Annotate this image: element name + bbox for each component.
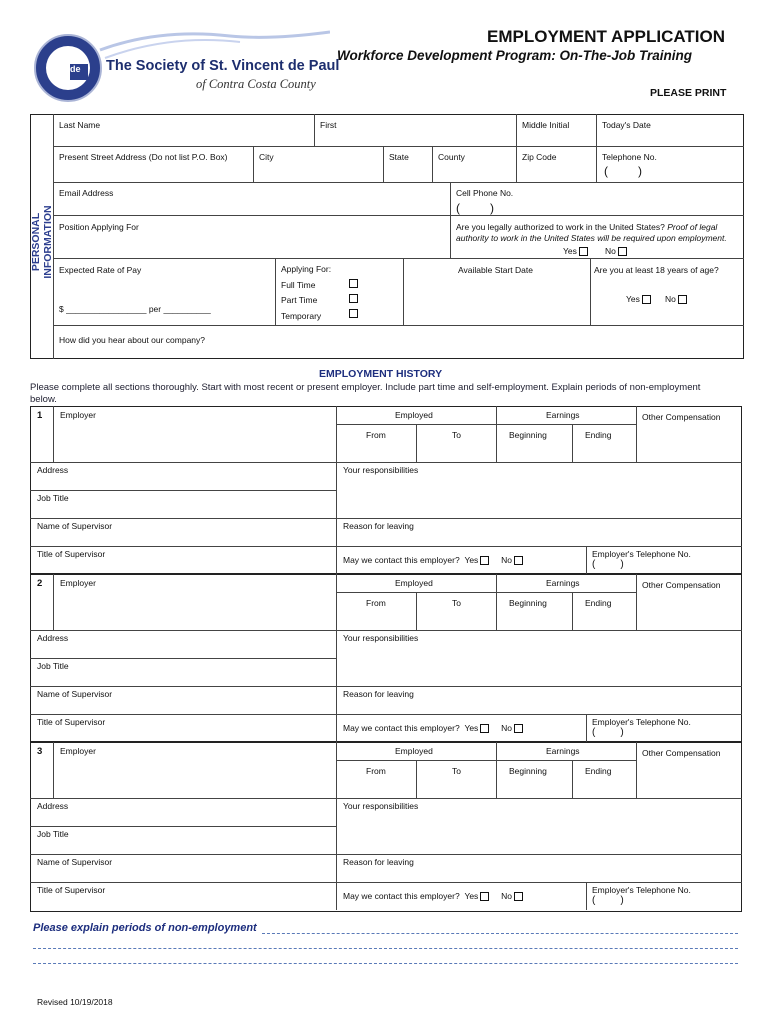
page-subtitle: Workforce Development Program: On-The-Job Training <box>337 48 693 63</box>
employer-phone-paren: ( ) <box>592 895 624 906</box>
earnings-label: Earnings <box>546 746 580 756</box>
block-number: 3 <box>37 746 43 757</box>
last-name-label: Last Name <box>59 120 101 130</box>
street-label: Present Street Address (Do not list P.O. Box) <box>59 152 228 162</box>
page-title: EMPLOYMENT APPLICATION <box>487 27 725 46</box>
authorized-yes-checkbox[interactable] <box>579 247 588 256</box>
age-yes <box>626 294 651 304</box>
employer-phone-label: Employer's Telephone No. <box>592 549 691 559</box>
contact-text: May we contact this employer? <box>343 723 460 733</box>
history-intro: Please complete all sections thoroughly. Start with most recent or present employer. Include part time and self-employment. Explain periods of non-employment below. <box>30 382 701 405</box>
yes-label: Yes <box>464 723 479 733</box>
from-label: From <box>366 766 386 776</box>
temporary-checkbox[interactable] <box>349 309 358 318</box>
zip-label: Zip Code <box>522 152 557 162</box>
age-no <box>665 294 687 304</box>
part-time-label: Part Time <box>281 295 318 305</box>
age-no-checkbox[interactable] <box>678 295 687 304</box>
to-label: To <box>452 430 461 440</box>
job-title-label: Job Title <box>37 661 69 671</box>
employed-label: Employed <box>395 578 433 588</box>
supervisor-label: Name of Supervisor <box>37 857 113 867</box>
address-label: Address <box>37 633 69 643</box>
age-yes-checkbox[interactable] <box>642 295 651 304</box>
title-supervisor-label: Title of Supervisor <box>37 549 106 559</box>
to-label: To <box>452 598 461 608</box>
beginning-label: Beginning <box>509 766 547 776</box>
reason-label: Reason for leaving <box>343 857 414 867</box>
employer-label: Employer <box>60 746 96 756</box>
yes-label: Yes <box>563 246 577 256</box>
non-employment-label <box>33 922 257 934</box>
earnings-label: Earnings <box>546 410 580 420</box>
job-title-label: Job Title <box>37 829 69 839</box>
employed-label: Employed <box>395 410 433 420</box>
contact-question <box>343 723 523 733</box>
personal-info-label: PERSONAL INFORMATION <box>30 205 54 279</box>
applying-for-label: Applying For: <box>281 264 332 274</box>
yes-label: Yes <box>464 891 479 901</box>
rate-label: Expected Rate of Pay <box>59 265 142 275</box>
position-label: Position Applying For <box>59 222 139 232</box>
please-print: PLEASE PRINT <box>650 87 727 99</box>
no-label: No <box>605 246 616 256</box>
non-employment-line-1[interactable] <box>262 933 738 934</box>
no-label: No <box>501 891 512 901</box>
revised-date: Revised 10/19/2018 <box>37 997 113 1007</box>
reason-label: Reason for leaving <box>343 521 414 531</box>
contact-yes-checkbox[interactable] <box>480 892 489 901</box>
supervisor-label: Name of Supervisor <box>37 689 113 699</box>
logo-badge: de <box>70 64 81 74</box>
non-employment-text: Please explain periods of non-employment <box>33 922 257 934</box>
authorized-note: Proof of legal authority to work in the United States will be required upon employment. <box>456 222 727 243</box>
responsibilities-label: Your responsibilities <box>343 465 419 475</box>
title-supervisor-label: Title of Supervisor <box>37 885 106 895</box>
employer-phone-label: Employer's Telephone No. <box>592 717 691 727</box>
non-employment-line-2[interactable] <box>33 948 738 949</box>
responsibilities-label: Your responsibilities <box>343 633 419 643</box>
contact-no-checkbox[interactable] <box>514 724 523 733</box>
address-label: Address <box>37 801 69 811</box>
ending-label: Ending <box>585 766 612 776</box>
contact-text: May we contact this employer? <box>343 891 460 901</box>
authorized-question <box>456 222 742 244</box>
contact-yes-checkbox[interactable] <box>480 556 489 565</box>
hear-label: How did you hear about our company? <box>59 335 206 345</box>
no-label: No <box>501 555 512 565</box>
employer-phone-paren: ( ) <box>592 727 624 738</box>
block-number: 1 <box>37 410 43 421</box>
contact-no-checkbox[interactable] <box>514 892 523 901</box>
to-label: To <box>452 766 461 776</box>
cell-label: Cell Phone No. <box>456 188 514 198</box>
from-label: From <box>366 598 386 608</box>
employer-label: Employer <box>60 410 96 420</box>
beginning-label: Beginning <box>509 598 547 608</box>
authorized-yes <box>563 246 588 256</box>
address-label: Address <box>37 465 69 475</box>
employer-phone-paren: ( ) <box>592 559 624 570</box>
full-time-checkbox[interactable] <box>349 279 358 288</box>
part-time-checkbox[interactable] <box>349 294 358 303</box>
employer-phone-label: Employer's Telephone No. <box>592 885 691 895</box>
yes-label: Yes <box>464 555 479 565</box>
contact-yes-checkbox[interactable] <box>480 724 489 733</box>
authorized-no-checkbox[interactable] <box>618 247 627 256</box>
other-comp-label: Other Compensation <box>642 412 721 422</box>
beginning-label: Beginning <box>509 430 547 440</box>
authorized-text: Are you legally authorized to work in the United States? <box>456 222 665 232</box>
no-label: No <box>665 294 676 304</box>
full-time-label: Full Time <box>281 280 316 290</box>
age-label: Are you at least 18 years of age? <box>594 265 719 275</box>
first-name-label: First <box>320 120 337 130</box>
authorized-no <box>605 246 627 256</box>
yes-label: Yes <box>626 294 640 304</box>
contact-question <box>343 555 523 565</box>
employed-label: Employed <box>395 746 433 756</box>
non-employment-line-3[interactable] <box>33 963 738 964</box>
email-label: Email Address <box>59 188 114 198</box>
county-label: County <box>438 152 465 162</box>
org-county: of Contra Costa County <box>196 77 316 91</box>
rate-line: $ _________________ per __________ <box>59 304 211 314</box>
middle-initial-label: Middle Initial <box>522 120 570 130</box>
city-label: City <box>259 152 274 162</box>
from-label: From <box>366 430 386 440</box>
job-title-label: Job Title <box>37 493 69 503</box>
no-label: No <box>501 723 512 733</box>
telephone-label: Telephone No. <box>602 152 657 162</box>
contact-no-checkbox[interactable] <box>514 556 523 565</box>
employer-label: Employer <box>60 578 96 588</box>
contact-text: May we contact this employer? <box>343 555 460 565</box>
earnings-label: Earnings <box>546 578 580 588</box>
todays-date-label: Today's Date <box>602 120 651 130</box>
telephone-paren: ( ) <box>604 164 642 178</box>
responsibilities-label: Your responsibilities <box>343 801 419 811</box>
org-name: The Society of St. Vincent de Paul <box>106 58 340 74</box>
supervisor-label: Name of Supervisor <box>37 521 113 531</box>
contact-question <box>343 891 523 901</box>
ending-label: Ending <box>585 598 612 608</box>
cell-paren: ( ) <box>456 201 494 215</box>
reason-label: Reason for leaving <box>343 689 414 699</box>
other-comp-label: Other Compensation <box>642 580 721 590</box>
state-label: State <box>389 152 409 162</box>
history-title: EMPLOYMENT HISTORY <box>319 368 443 380</box>
temporary-label: Temporary <box>281 311 322 321</box>
block-number: 2 <box>37 578 43 589</box>
start-date-label: Available Start Date <box>458 265 533 275</box>
ending-label: Ending <box>585 430 612 440</box>
title-supervisor-label: Title of Supervisor <box>37 717 106 727</box>
other-comp-label: Other Compensation <box>642 748 721 758</box>
